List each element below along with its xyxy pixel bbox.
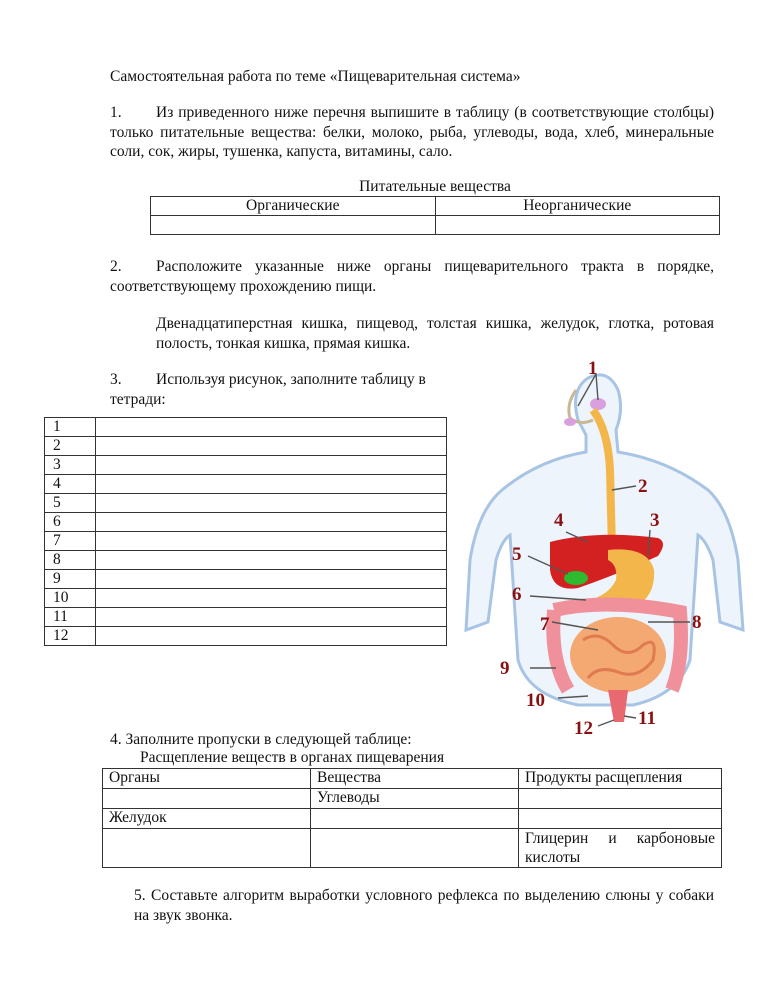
row-number: 11	[45, 608, 96, 627]
answer-cell[interactable]	[96, 570, 447, 589]
row-number: 8	[45, 551, 96, 570]
diagram-label: 1	[588, 360, 598, 379]
diagram-label: 2	[638, 476, 648, 497]
column-organic: Органические	[151, 197, 436, 216]
answer-cell[interactable]	[96, 494, 447, 513]
table-cell[interactable]: Углеводы	[311, 789, 519, 809]
table-cell[interactable]	[519, 809, 722, 829]
task3-number: 3.	[110, 371, 122, 388]
page-title: Самостоятельная работа по теме «Пищеварительная система»	[110, 68, 521, 85]
row-number: 4	[45, 475, 96, 494]
answer-cell[interactable]	[96, 437, 447, 456]
task1-text	[110, 103, 714, 162]
table-header-row	[103, 769, 722, 789]
table-row	[45, 589, 447, 608]
row-number: 1	[45, 418, 96, 437]
task2-body: Расположите указанные ниже органы пищеварительного тракта в порядке, соответствующему прохождению пищи.	[110, 258, 714, 295]
answer-cell[interactable]	[96, 532, 447, 551]
table-cell[interactable]	[103, 789, 311, 809]
nutrients-table	[150, 196, 720, 235]
row-number: 9	[45, 570, 96, 589]
task2-organs: Двенадцатиперстная кишка, пищевод, толстая кишка, желудок, глотка, ротовая полость, тонкая кишка, прямая кишка.	[156, 315, 714, 352]
salivary-gland	[564, 418, 576, 426]
diagram-label: 7	[540, 614, 550, 635]
organs-table	[44, 417, 447, 646]
header-products: Продукты расщепления	[519, 769, 722, 789]
answer-cell[interactable]	[96, 475, 447, 494]
diagram-label: 11	[638, 708, 656, 729]
diagram-label: 6	[512, 584, 522, 605]
diagram-label: 3	[650, 510, 660, 531]
table-row	[45, 494, 447, 513]
inorganic-cell[interactable]	[435, 216, 720, 235]
answer-cell[interactable]	[96, 551, 447, 570]
table-row	[45, 513, 447, 532]
diagram-label: 12	[574, 718, 593, 739]
table-row	[45, 437, 447, 456]
table-cell[interactable]: Глицерин и карбоновые кислоты	[519, 829, 722, 868]
answer-cell[interactable]	[96, 418, 447, 437]
diagram-label: 10	[526, 690, 545, 711]
answer-cell[interactable]	[96, 608, 447, 627]
task2-text	[110, 257, 714, 296]
table-row	[45, 551, 447, 570]
table-cell[interactable]	[311, 829, 519, 868]
table-row	[45, 570, 447, 589]
answer-cell[interactable]	[96, 456, 447, 475]
task5-text: 5. Составьте алгоритм выработки условного рефлекса по выделению слюны у собаки на звук звонка.	[134, 887, 714, 924]
digestion-table	[102, 768, 722, 868]
task4-caption: Расщепление веществ в органах пищеварения	[140, 749, 445, 766]
table-row	[103, 809, 722, 829]
diagram-label: 5	[512, 544, 522, 565]
table-row	[45, 475, 447, 494]
table-row	[103, 829, 722, 868]
rectum	[608, 690, 628, 722]
table-row	[45, 627, 447, 646]
answer-cell[interactable]	[96, 589, 447, 608]
task4-text: 4. Заполните пропуски в следующей таблице:	[110, 731, 412, 748]
table-row	[45, 456, 447, 475]
column-inorganic: Неорганические	[435, 197, 720, 216]
table-row	[45, 532, 447, 551]
organic-cell[interactable]	[151, 216, 436, 235]
table-row	[45, 418, 447, 437]
table-row	[103, 789, 722, 809]
table-cell[interactable]: Желудок	[103, 809, 311, 829]
task3-text	[110, 370, 460, 409]
diagram-label: 8	[692, 612, 702, 633]
table-cell[interactable]	[519, 789, 722, 809]
row-number: 10	[45, 589, 96, 608]
row-number: 5	[45, 494, 96, 513]
answer-cell[interactable]	[96, 513, 447, 532]
task1-caption: Питательные вещества	[359, 178, 511, 195]
row-number: 6	[45, 513, 96, 532]
diagram-label: 9	[500, 658, 510, 679]
task1-body: Из приведенного ниже перечня выпишите в таблицу (в соответствующие столбцы) только питательные вещества: белки, молоко, рыба, углеводы, вода, хлеб, минеральные соли, сок, жиры, тушенка, капуста, витамины, сало.	[110, 104, 714, 160]
answer-cell[interactable]	[96, 627, 447, 646]
task1-number: 1.	[110, 104, 122, 121]
diagram-label: 4	[554, 510, 564, 531]
table-row	[45, 608, 447, 627]
small-intestine	[570, 617, 666, 693]
row-number: 7	[45, 532, 96, 551]
header-organs: Органы	[103, 769, 311, 789]
row-number: 12	[45, 627, 96, 646]
row-number: 3	[45, 456, 96, 475]
table-cell[interactable]	[103, 829, 311, 868]
table-cell[interactable]	[311, 809, 519, 829]
task2-number: 2.	[110, 258, 122, 275]
digestive-system-diagram	[458, 360, 748, 740]
header-substances: Вещества	[311, 769, 519, 789]
row-number: 2	[45, 437, 96, 456]
task3-body: Используя рисунок, заполните таблицу в тетради:	[110, 371, 426, 408]
